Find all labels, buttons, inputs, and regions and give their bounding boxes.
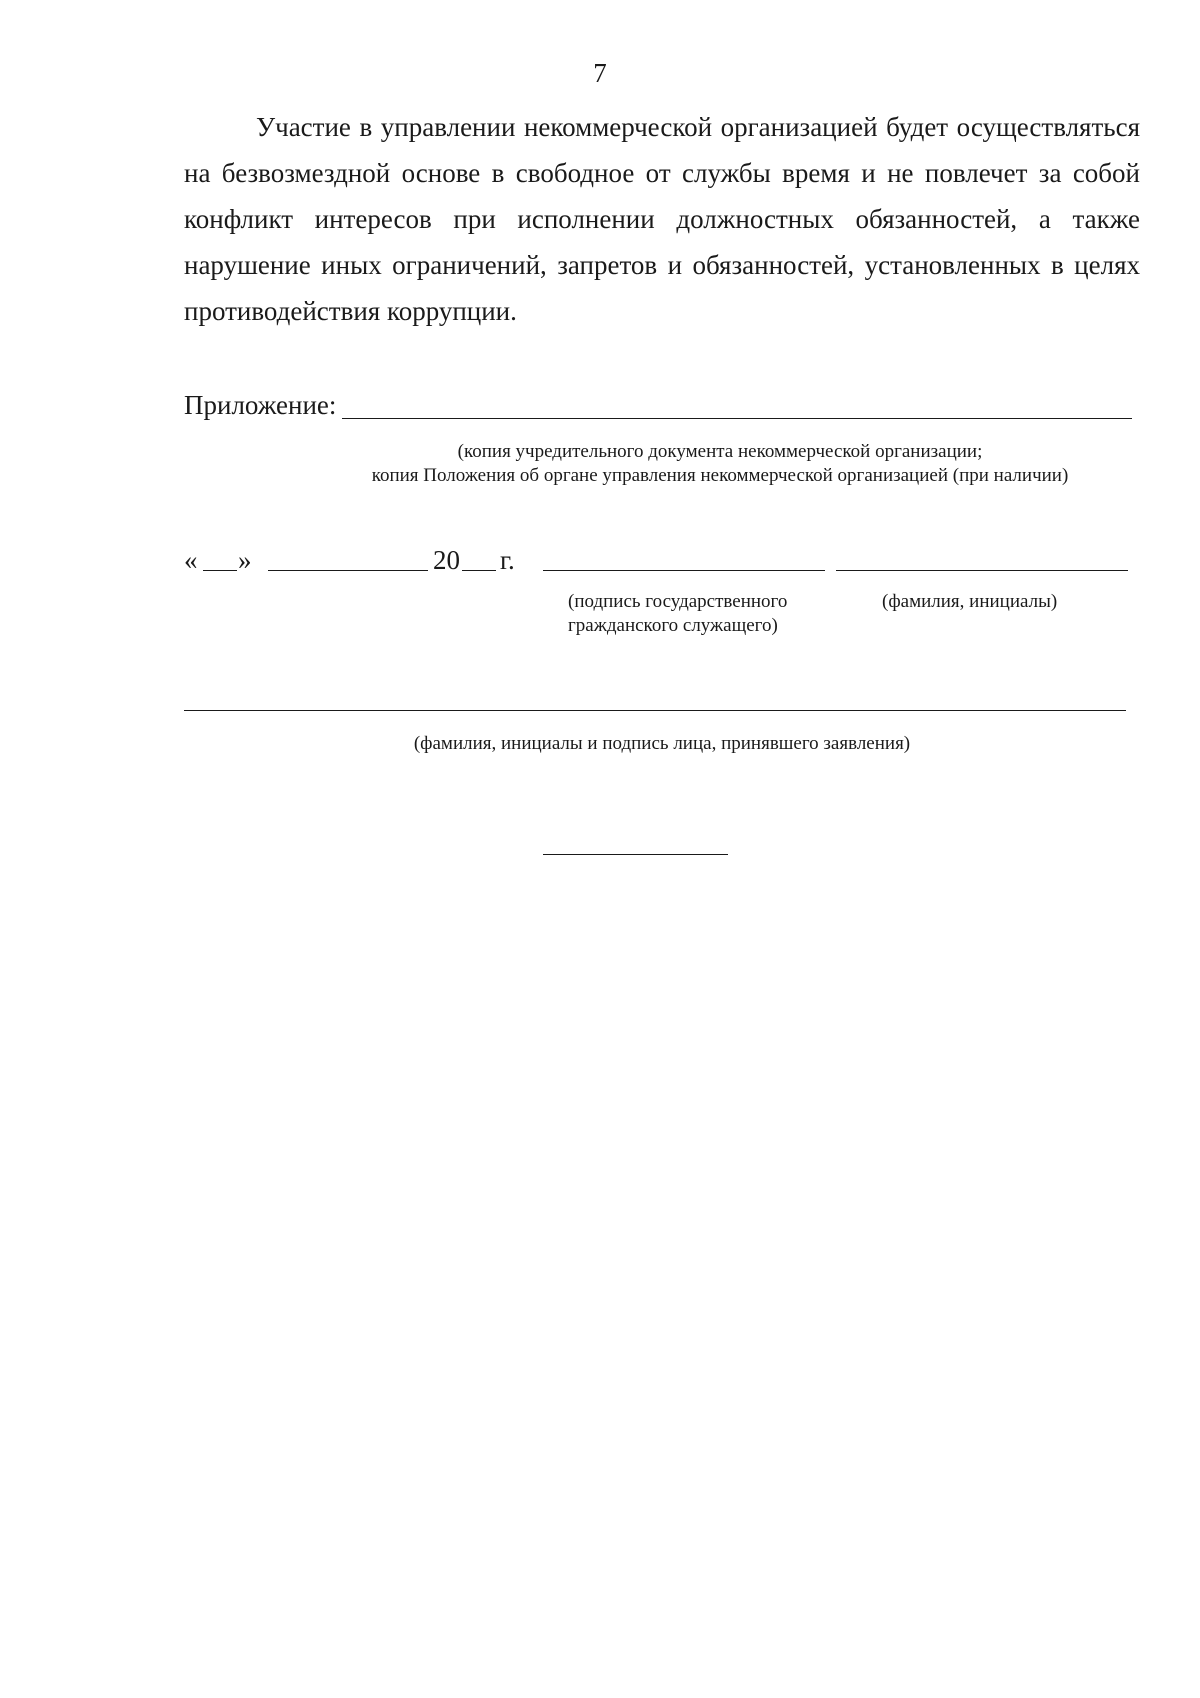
attachment-fill-line [342, 418, 1132, 419]
signature-caption [568, 590, 828, 638]
closing-rule [543, 854, 728, 855]
body-paragraph: Участие в управлении некоммерческой организацией будет осуществляться на безвозмездной основе в свободное от службы время и не повлечет за собой конфликт интересов при исполнении должностных обязанностей, а также нарушение иных ограничений, запретов и обязанностей, установленных в целях противодействия коррупции. [184, 112, 1140, 326]
attachment-label: Приложение: [184, 390, 337, 420]
signature-caption-line-2: гражданского служащего) [568, 615, 778, 636]
month-fill-line [268, 570, 428, 571]
attachment-note-line-1: (копия учредительного документа некоммерческой организации; [457, 441, 983, 462]
signature-fill-line [543, 570, 825, 571]
page-number: 7 [593, 58, 607, 88]
year-prefix: 20 [433, 545, 460, 575]
year-suffix: г. [500, 545, 515, 575]
name-caption: (фамилия, инициалы) [882, 591, 1058, 612]
attachment-note [300, 440, 1140, 488]
year-fill-line [462, 570, 496, 571]
name-fill-line [836, 570, 1128, 571]
day-fill-line [203, 570, 237, 571]
date-close-quote: » [238, 545, 252, 575]
attachment-note-line-2: копия Положения об органе управления некоммерческой организацией (при наличии) [371, 465, 1069, 486]
receiver-fill-line [184, 710, 1126, 711]
signature-caption-line-1: (подпись государственного [568, 591, 788, 612]
receiver-caption: (фамилия, инициалы и подпись лица, принявшего заявления) [413, 733, 911, 754]
date-open-quote: « [184, 545, 198, 575]
